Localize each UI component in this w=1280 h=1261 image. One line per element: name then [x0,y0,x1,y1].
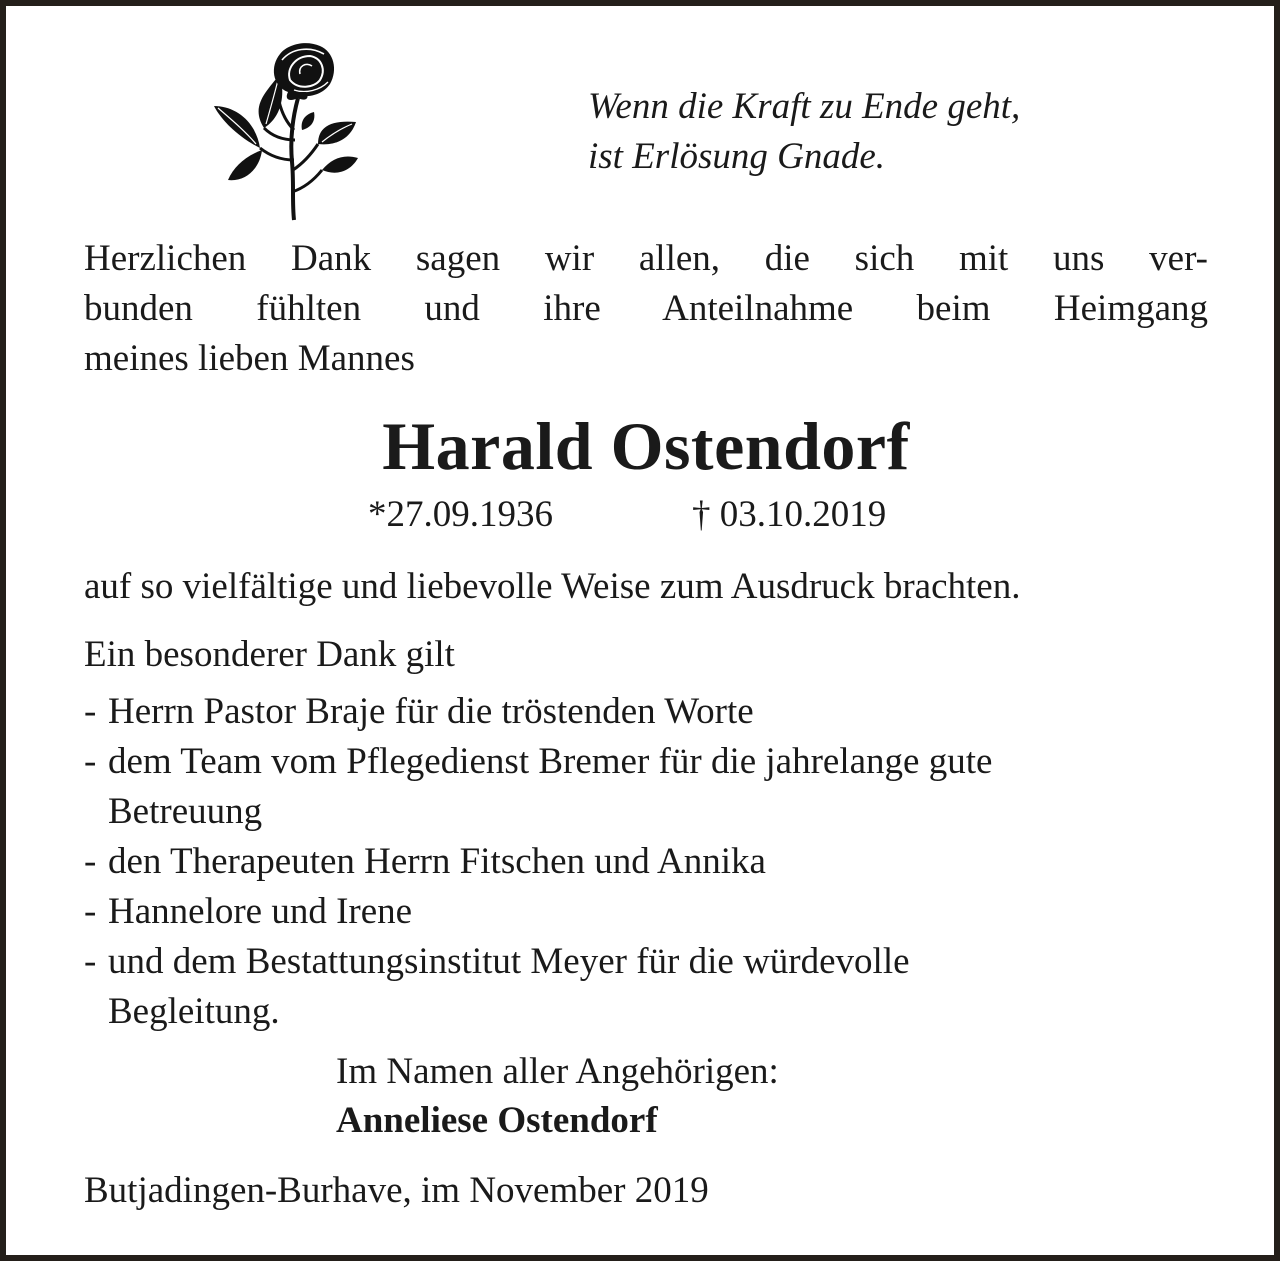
list-item-text: Herrn Pastor Braje für die tröstenden Worte [108,691,754,732]
list-dash: - [84,691,97,732]
place-date: Butjadingen-Burhave, im November 2019 [84,1170,709,1211]
list-item-text: und dem Bestattungsinstitut Meyer für die würdevolle [108,941,910,982]
list-dash: - [84,741,97,782]
thanks-intro: Ein besonderer Dank gilt [84,634,455,675]
list-item-continuation: Begleitung. [108,991,280,1032]
intro-line-3: meines lieben Mannes [84,338,415,379]
list-item [84,937,992,1037]
signature-name: Anneliese Ostendorf [336,1100,658,1141]
deceased-name: Harald Ostendorf [382,408,910,484]
list-dash: - [84,891,97,932]
list-item [84,837,992,887]
birth-date: *27.09.1936 [368,494,553,535]
list-dash: - [84,941,97,982]
list-item [84,687,992,737]
list-dash: - [84,841,97,882]
thanks-list [84,687,992,1037]
death-date: † 03.10.2019 [692,494,887,535]
list-item-text: den Therapeuten Herrn Fitschen und Annika [108,841,766,882]
list-item-continuation: Betreuung [108,791,263,832]
closing-line: auf so vielfältige und liebevolle Weise zum Ausdruck brachten. [84,566,1021,607]
list-item [84,737,992,837]
motto-line-1: Wenn die Kraft zu Ende geht, [588,86,1021,127]
rose-icon [206,40,366,222]
signature-intro: Im Namen aller Angehörigen: [336,1051,779,1092]
motto-line-2: ist Erlösung Gnade. [588,136,886,177]
intro-line-2: bunden fühlten und ihre Anteilnahme beim Heimgang [84,288,1208,329]
motto-quote [588,82,1020,182]
intro-paragraph [84,234,1208,384]
list-item-text: Hannelore und Irene [108,891,413,932]
intro-line-1: Herzlichen Dank sagen wir allen, die sich mit uns ver- [84,238,1208,279]
list-item-text: dem Team vom Pflegedienst Bremer für die jahrelange gute [108,741,993,782]
list-item [84,887,992,937]
